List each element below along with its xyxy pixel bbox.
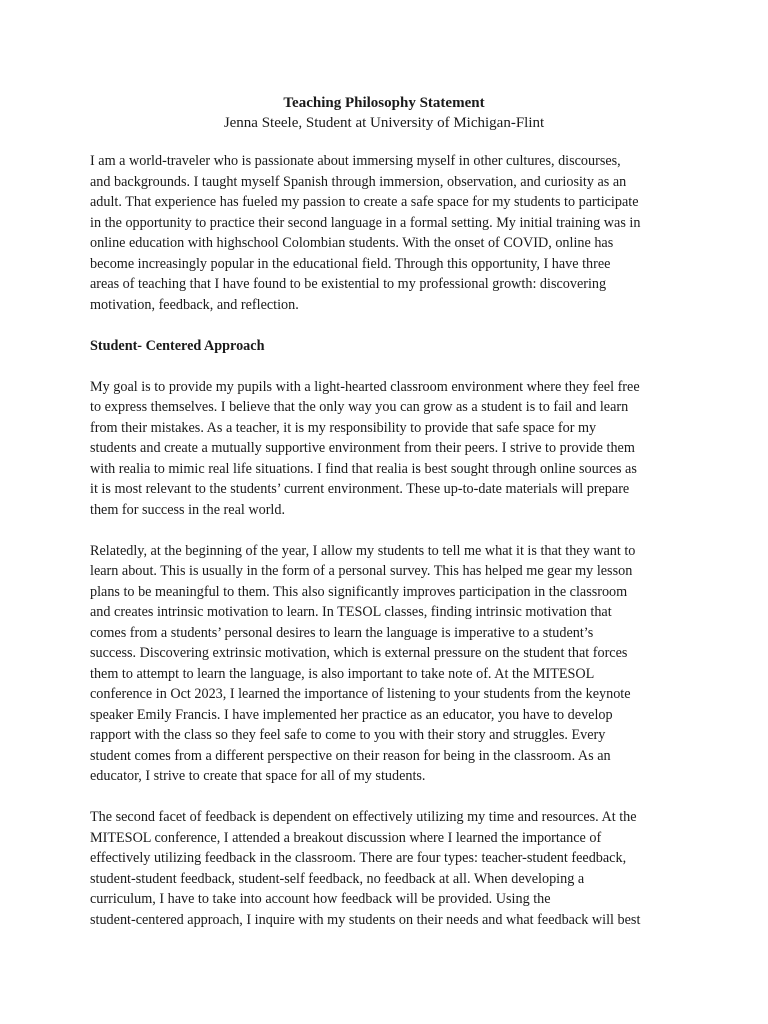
text-line: success. Discovering extrinsic motivation, which is external pressure on the student that forces xyxy=(90,645,628,661)
text-line: online education with highschool Colombian students. With the onset of COVID, online has xyxy=(90,235,614,251)
text-line: and backgrounds. I taught myself Spanish through immersion, observation, and curiosity as an xyxy=(90,173,627,190)
text-line: The second facet of feedback is dependent on effectively utilizing my time and resources. At the xyxy=(90,809,637,825)
text-line: it is most relevant to the students’ current environment. These up-to-date materials will prepare xyxy=(90,481,630,497)
text-line: become increasingly popular in the educational field. Through this opportunity, I have three xyxy=(90,255,611,272)
text-line: MITESOL conference, I attended a breakout discussion where I learned the importance of xyxy=(90,829,602,846)
text-line: plans to be meaningful to them. This also significantly improves participation in the classroom xyxy=(90,583,628,600)
section-paragraph-1 xyxy=(90,377,695,521)
text-line: them to attempt to learn the language, is also important to take note of. At the MITESOL xyxy=(90,665,595,682)
text-line: student-centered approach, I inquire with my students on their needs and what feedback will best xyxy=(90,911,641,928)
text-line: Relatedly, at the beginning of the year, I allow my students to tell me what it is that they want to xyxy=(90,542,636,559)
text-line: speaker Emily Francis. I have implemented her practice as an educator, you have to develop xyxy=(90,706,613,723)
text-line: learn about. This is usually in the form of a personal survey. This has helped me gear my lesson xyxy=(90,563,633,579)
document-title: Teaching Philosophy Statement xyxy=(283,95,485,111)
text-line: them for success in the real world. xyxy=(90,501,286,518)
text-line: educator, I strive to create that space for all of my students. xyxy=(90,768,426,784)
text-line: to express themselves. I believe that the only way you can grow as a student is to fail and learn xyxy=(90,399,629,415)
text-line: and creates intrinsic motivation to learn. In TESOL classes, finding intrinsic motivation that xyxy=(90,604,612,620)
text-line: student-student feedback, student-self feedback, no feedback at all. When developing a xyxy=(90,870,585,887)
text-line: conference in Oct 2023, I learned the importance of listening to your students from the keynote xyxy=(90,686,631,702)
document-header xyxy=(0,93,768,133)
text-line: student comes from a different perspective on their reason for being in the classroom. As an xyxy=(90,747,611,764)
text-line: I am a world-traveler who is passionate about immersing myself in other cultures, discourses, xyxy=(90,153,621,169)
text-line: students and create a mutually supportive environment from their peers. I strive to provide them xyxy=(90,440,635,456)
section-heading: Student- Centered Approach xyxy=(90,337,265,354)
text-line: rapport with the class so they feel safe to come to you with their story and struggles. Every xyxy=(90,727,606,743)
text-line: comes from a students’ personal desires to learn the language is imperative to a student’s xyxy=(90,624,594,641)
section-paragraph-2 xyxy=(90,541,695,787)
text-line: adult. That experience has fueled my passion to create a safe space for my students to participate xyxy=(90,194,639,210)
text-line: from their mistakes. As a teacher, it is my responsibility to provide that safe space for my xyxy=(90,419,597,436)
document-body xyxy=(90,151,695,930)
text-line: in the opportunity to practice their second language in a formal setting. My initial training was in xyxy=(90,214,641,231)
text-line: areas of teaching that I have found to be existential to my professional growth: discovering xyxy=(90,276,607,292)
document-subtitle: Jenna Steele, Student at University of Michigan-Flint xyxy=(223,115,545,131)
intro-paragraph xyxy=(90,151,695,315)
text-line: with realia to mimic real life situations. I find that realia is best sought through online sources as xyxy=(90,460,637,477)
text-line: effectively utilizing feedback in the classroom. There are four types: teacher-student feedback, xyxy=(90,850,627,866)
text-line: motivation, feedback, and reflection. xyxy=(90,296,299,313)
text-line: My goal is to provide my pupils with a light-hearted classroom environment where they feel free xyxy=(90,378,640,395)
text-line: curriculum, I have to take into account how feedback will be provided. Using the xyxy=(90,891,551,907)
section-paragraph-3 xyxy=(90,807,695,930)
